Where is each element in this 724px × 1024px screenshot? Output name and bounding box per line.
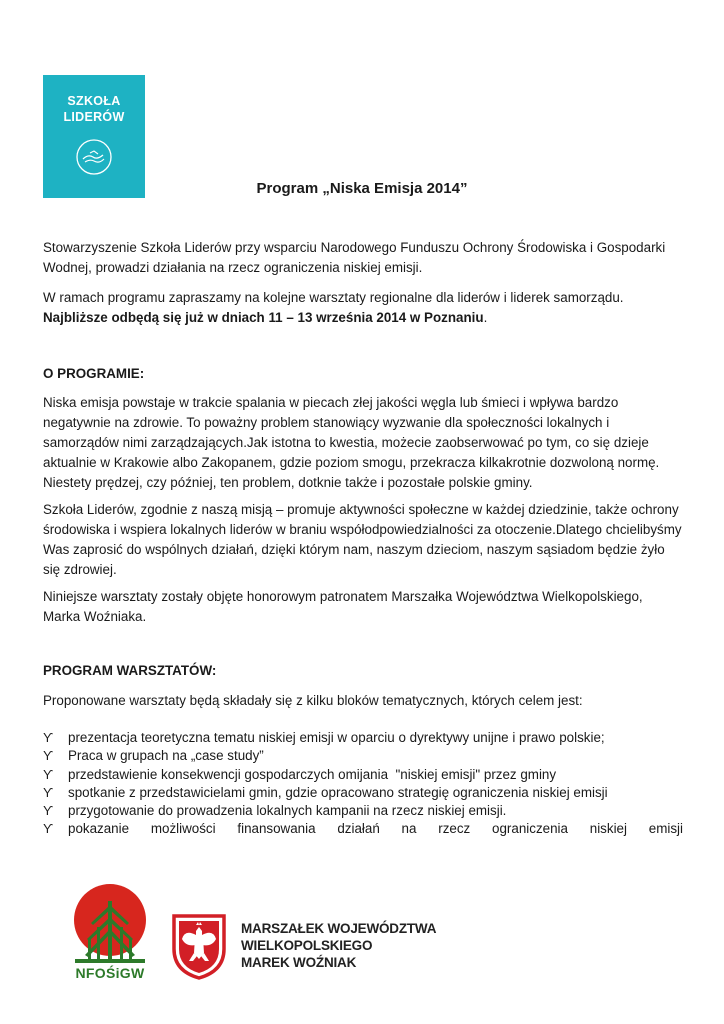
program-list bbox=[43, 729, 683, 839]
list-item bbox=[43, 802, 683, 820]
about-paragraph-3: Niniejsze warsztaty zostały objęte honorowym patronatem Marszałka Województwa Wielkopolskiego, Marka Woźniaka. bbox=[43, 589, 643, 624]
list-item-text: spotkanie z przedstawicielami gmin, gdzie opracowano strategię ograniczenia niskiej emisji bbox=[68, 784, 608, 800]
list-item bbox=[43, 784, 683, 802]
wielkopolska-crest-icon bbox=[171, 913, 227, 980]
program-intro: Proponowane warsztaty będą składały się z kilku bloków tematycznych, których celem jest: bbox=[43, 693, 583, 708]
intro-period: . bbox=[483, 310, 488, 325]
section-heading-about: O PROGRAMIE: bbox=[43, 366, 145, 381]
bullet-marker: ϒ bbox=[43, 730, 54, 745]
bullet-marker: ϒ bbox=[43, 821, 54, 837]
bullet-marker: ϒ bbox=[43, 803, 54, 819]
marshal-line-3: MAREK WOŹNIAK bbox=[241, 955, 357, 970]
about-paragraph-1: Niska emisja powstaje w trakcie spalania w piecach złej jakości węgla lub śmieci i wpływa bardzo negatywnie na zdrowie. To poważny problem stanowiący wyzwanie dla społeczności lokalnych i samorządów nimi zarządzających.Jak istotna to kwestia, możecie zaobserwować po tym, co się dzieje aktualnie w Krakowie albo Zakopanem, gdzie poziom smogu, przekracza kilkakrotnie dozwoloną normę. Niestety prędzej, czy później, ten problem, dotknie także i pozostałe polskie gminy. bbox=[43, 395, 660, 490]
list-item-text: Praca w grupach na „case study” bbox=[68, 748, 264, 764]
list-item-text: prezentacja teoretyczna tematu niskiej emisji w oparciu o dyrektywy unijne i prawo polskie; bbox=[68, 730, 605, 745]
intro-paragraph-2 bbox=[43, 288, 683, 328]
page-title: Program „Niska Emisja 2014” bbox=[256, 180, 468, 197]
bullet-marker: ϒ bbox=[43, 766, 54, 782]
intro-text: W ramach programu zapraszamy na kolejne warsztaty regionalne dla liderów i liderek samorządu. bbox=[43, 290, 624, 305]
bullet-marker: ϒ bbox=[43, 748, 54, 764]
nfosigw-label: NFOŚiGW bbox=[75, 965, 145, 981]
marshal-label bbox=[241, 920, 436, 971]
marshal-line-1: MARSZAŁEK WOJEWÓDZTWA bbox=[241, 921, 437, 936]
logo-text-line1: SZKOŁA bbox=[67, 94, 121, 108]
logo-text-line2: LIDERÓW bbox=[63, 110, 125, 124]
list-item bbox=[43, 747, 683, 765]
section-heading-program: PROGRAM WARSZTATÓW: bbox=[43, 663, 217, 678]
marshal-line-2: WIELKOPOLSKIEGO bbox=[241, 938, 373, 953]
list-item-text: pokazanie możliwości finansowania działań na rzecz ograniczenia niskiej emisji bbox=[68, 821, 683, 837]
workshop-date: Najbliższe odbędą się już w dniach 11 – 13 września 2014 w Poznaniu bbox=[43, 310, 484, 325]
list-item bbox=[43, 766, 683, 784]
about-paragraph-2: Szkoła Liderów, zgodnie z naszą misją – promuje aktywności społeczne w każdej dziedzinie, także ochrony środowiska i wspiera lokalnych liderów w braniu współodpowiedzialności za otoczenie.Dlatego chcielibyśmy Was zaprosić do wspólnych działań, dzięki którym nam, naszym dzieciom, naszym sąsiadom będzie żyło się zdrowiej. bbox=[43, 502, 682, 577]
bullet-marker: ϒ bbox=[43, 784, 54, 800]
list-item-text: przygotowanie do prowadzenia lokalnych kampanii na rzecz niskiej emisji. bbox=[68, 803, 507, 819]
handshake-circle-icon bbox=[74, 137, 114, 177]
list-item bbox=[43, 729, 683, 747]
list-item bbox=[43, 820, 683, 838]
intro-paragraph-1: Stowarzyszenie Szkoła Liderów przy wsparciu Narodowego Funduszu Ochrony Środowiska i Gospodarki Wodnej, prowadzi działania na rzecz ograniczenia niskiej emisji. bbox=[43, 240, 666, 275]
list-item-text: przedstawienie konsekwencji gospodarczych omijania "niskiej emisji" przez gminy bbox=[68, 766, 557, 782]
